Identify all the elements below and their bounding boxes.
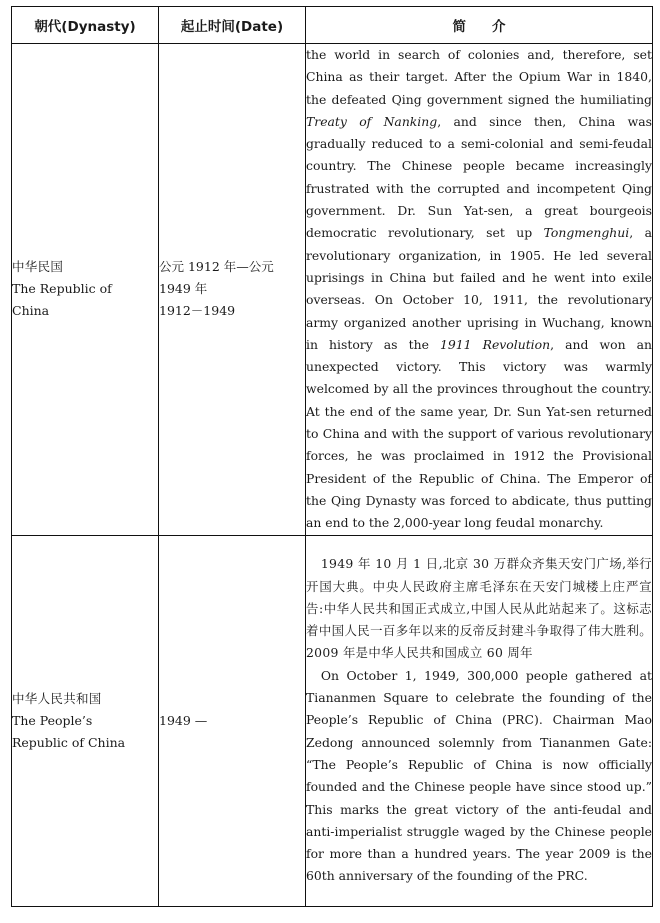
dynasty-name-en-line2: China [12,303,50,319]
dynasty-name-cn: 中华人民共和国 [12,690,102,706]
dynasty-name-en-line1: The Republic of [12,281,112,297]
intro-cell [306,44,653,536]
date-cell [159,535,306,906]
dynasty-cell [12,535,159,906]
date-line-1: 1949 — [159,712,208,728]
header-date: 起止时间(Date) [159,7,306,44]
intro-paragraph-en: On October 1, 1949, 300,000 people gathered at Tiananmen Square to celebrate the founding of the People’s Republic of China (PRC). Chairman Mao Zedong announced solemnly from Tiananmen Gate: “The People’s Republic of China is now officially founded and the Chinese people have since stood up.” This marks the great victory of the anti-feudal and anti-imperialist struggle waged by the Chinese people for more than a hundred years. The year 2009 is the 60th anniversary of the founding of the PRC. [306,667,652,884]
intro-paragraph-cn: 1949 年 10 月 1 日,北京 30 万群众齐集天安门广场,举行开国大典。中央人民政府主席毛泽东在天安门城楼上庄严宣告:中华人民共和国正式成立,中国人民从此站起来了。这标志着中国人民一百多年以来的反帝反封建斗争取得了伟大胜利。2009 年是中华人民共和国成立 60 周年 [306,556,652,661]
dynasty-name-en-line2: Republic of China [12,734,126,750]
intro-tongmenghui: Tongmenghui [543,225,630,241]
date-cell [159,44,306,536]
table-header-row [12,7,653,44]
date-line-1: 公元 1912 年—公元 [159,259,274,275]
dynasty-table [11,6,653,907]
table-row [12,535,653,906]
date-line-2: 1949 年 [159,281,208,297]
table-row [12,44,653,536]
dynasty-name-cn: 中华民国 [12,259,64,275]
header-dynasty: 朝代(Dynasty) [12,7,159,44]
intro-cell [306,535,653,906]
intro-text-c: , a revolutionary organization, in 1905. He led several uprisings in China but failed and he went into exile overseas. On October 10, 1911, the revolutionary army organized another uprising in Wuchang, known in history as the [306,225,652,352]
intro-1911-revolution: 1911 Revolution [440,336,551,352]
intro-paragraph [306,44,652,535]
date-line-3: 1912－1949 [159,303,236,319]
header-intro: 简介 [306,7,653,44]
dynasty-cell [12,44,159,536]
dynasty-name-en-line1: The People’s [12,712,93,728]
intro-text-d: , and won an unexpected victory. This victory was warmly welcomed by all the provinces throughout the country. At the end of the same year, Dr. Sun Yat-sen returned to China and with the support of various revolutionary forces, he was proclaimed in 1912 the Provisional President of the Republic of China. The Emperor of the Qing Dynasty was forced to abdicate, thus putting an end to the 2,000-year long feudal monarchy. [306,336,653,531]
intro-treaty-title: Treaty of Nanking [306,113,438,129]
intro-text-b: , and since then, China was gradually reduced to a semi-colonial and semi-feudal country. The Chinese people became increasingly frustrated with the corrupted and incompetent Qing government. Dr. Sun Yat-sen, a great bourgeois democratic revolutionary, set up [306,113,652,241]
intro-text-a: the world in search of colonies and, therefore, set China as their target. After the Opium War in 1840, the defeated Qing government signed the humiliating [306,47,652,107]
